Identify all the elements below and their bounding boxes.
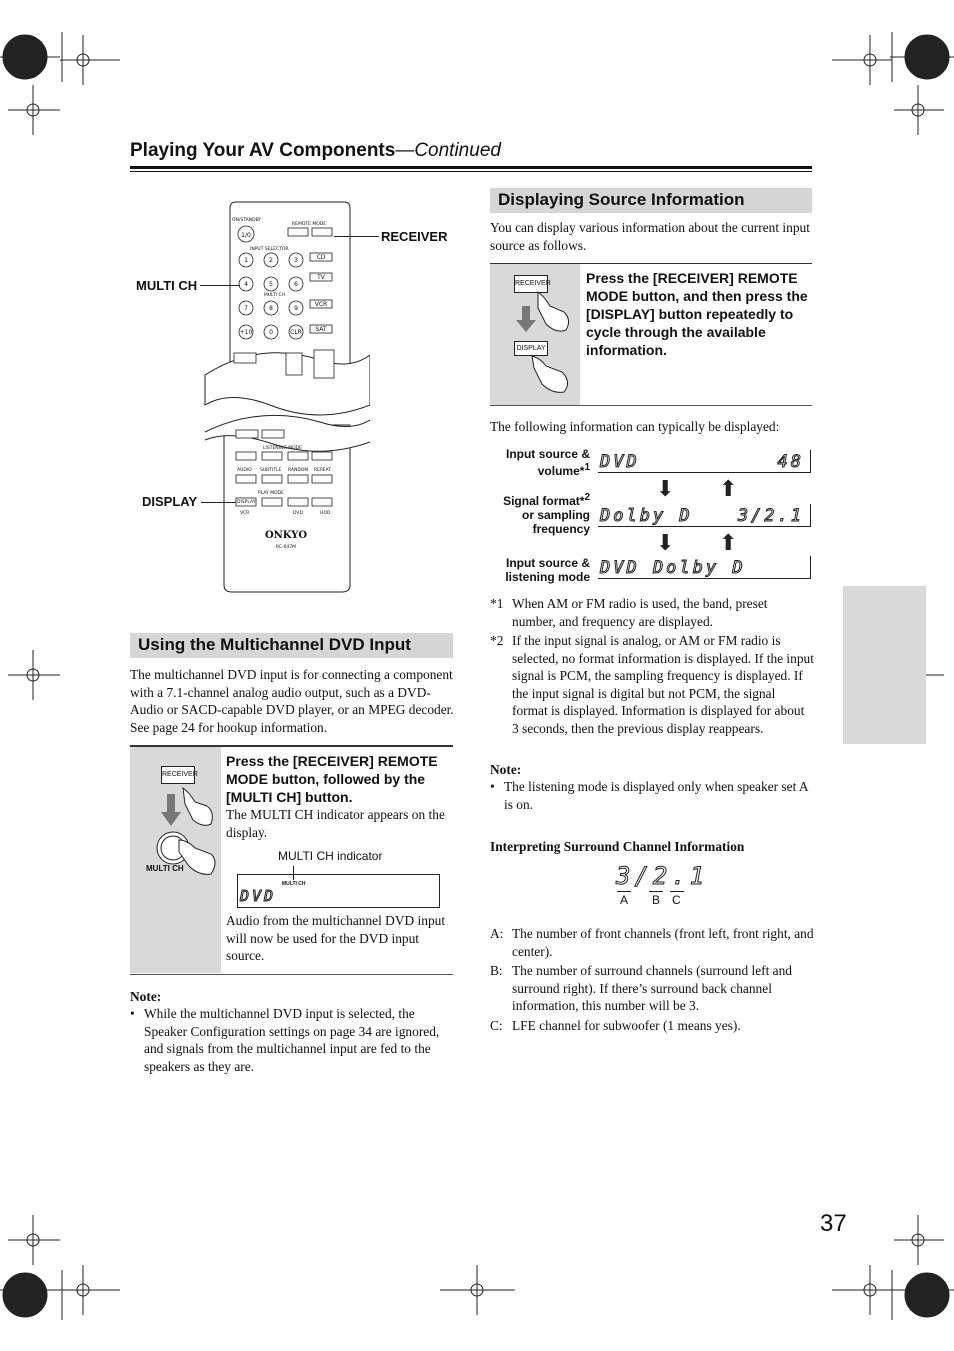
svg-text:VCR: VCR <box>314 301 328 308</box>
display-2-label <box>490 491 590 536</box>
multich-indicator-label: MULTI CH indicator <box>278 849 383 863</box>
svg-text:SAT: SAT <box>315 326 327 333</box>
svg-text:CLR: CLR <box>290 329 302 336</box>
remote-illustration <box>200 200 370 595</box>
callout-receiver-line <box>334 236 379 237</box>
section-heading-multichannel: Using the Multichannel DVD Input <box>130 633 453 658</box>
display-2-label-line2: or sampling <box>521 508 590 522</box>
display-1-label-line2: volume* <box>537 464 585 478</box>
display-2-footnote-mark: 2 <box>584 492 590 503</box>
display-2-label-line1: Signal format* <box>503 494 585 508</box>
svg-text:PLAY MODE: PLAY MODE <box>258 491 284 496</box>
svg-text:SUBTITLE: SUBTITLE <box>260 468 282 473</box>
svg-text:INPUT SELECTOR: INPUT SELECTOR <box>250 247 289 252</box>
svg-text:9: 9 <box>294 305 298 312</box>
interp-item-b-mark: B: <box>490 963 503 978</box>
svg-text:REPEAT: REPEAT <box>314 468 332 473</box>
interp-title: Interpreting Surround Channel Information <box>490 839 745 854</box>
callout-receiver: RECEIVER <box>381 229 448 244</box>
interp-item-c <box>490 1017 814 1035</box>
interp-item-c-mark: C: <box>490 1018 503 1033</box>
arrow-down-icon: ⬇ <box>656 530 675 555</box>
callout-display-line <box>201 502 236 503</box>
lcd-multich-indicator: MULTI CH <box>282 881 306 887</box>
multich-button-label: MULTI CH <box>146 864 184 873</box>
svg-text:6: 6 <box>294 281 298 288</box>
source-info-intro: You can display various information about the current input source as follows. <box>490 220 810 253</box>
display-1-source: DVD <box>600 452 640 472</box>
display-3-label-line1: Input source & <box>505 556 590 570</box>
svg-text:LISTENING MODE: LISTENING MODE <box>263 446 302 451</box>
interp-letter-c: C <box>672 893 681 907</box>
svg-text:MULTI CH: MULTI CH <box>264 293 286 298</box>
right-note-item <box>490 778 814 813</box>
header-rule-thin <box>130 171 812 172</box>
callout-multich-line <box>200 285 240 286</box>
multichannel-intro: The multichannel DVD input is for connecting a component with a 7.1-channel analog audio output, such as a DVD-Audio or SACD-capable DVD player, or an MPEG decoder. See page 24 for hookup information. <box>130 667 454 735</box>
interp-underline-a <box>617 891 631 892</box>
svg-text:TV: TV <box>317 274 325 281</box>
arrow-down-icon: ⬇ <box>656 476 675 501</box>
svg-text:HDD: HDD <box>320 511 331 516</box>
footnote-2 <box>490 632 814 738</box>
footnote-1-mark: *1 <box>490 596 504 611</box>
footnote-2-mark: *2 <box>490 633 504 648</box>
arrow-up-icon: ⬆ <box>719 476 738 501</box>
display-3-lcd <box>598 556 811 579</box>
svg-text:1/0: 1/0 <box>241 232 251 239</box>
display-1-footnote-mark: 1 <box>584 462 590 473</box>
following-info-text: The following information can typically be displayed: <box>490 419 780 434</box>
interp-item-a-mark: A: <box>490 926 504 941</box>
page-title-text: Playing Your AV Components <box>130 140 396 161</box>
receiver-button-icon-2: RECEIVER <box>514 275 548 293</box>
multichannel-step-instruction: Press the [RECEIVER] REMOTE MODE button, followed by the [MULTI CH] button. <box>226 753 438 805</box>
press-hand-icon-2 <box>510 290 580 400</box>
interp-item-a-text: The number of front channels (front left, front right, and center). <box>512 926 814 959</box>
right-note-title: Note: <box>490 762 522 777</box>
interp-underline-c <box>670 891 684 892</box>
svg-text:1: 1 <box>244 257 248 264</box>
side-tab <box>843 586 926 744</box>
multichannel-step-followup: Audio from the multichannel DVD input will now be used for the DVD input source. <box>226 913 446 964</box>
display-1-label-line1: Input source & <box>505 447 590 461</box>
interp-item-b-text: The number of surround channels (surround left and surround right). If there’s surround back channel information, this number will be 3. <box>512 963 793 1014</box>
interp-lcd: 3/2.1 <box>616 862 709 890</box>
footnote-1 <box>490 595 814 630</box>
svg-text:CD: CD <box>316 254 326 261</box>
svg-text:DISPLAY: DISPLAY <box>237 500 256 505</box>
lcd-source-text: DVD <box>240 887 277 905</box>
step2-rule-bottom <box>490 405 812 406</box>
footnote-1-text: When AM or FM radio is used, the band, preset number, and frequency are displayed. <box>512 596 768 629</box>
arrow-up-icon: ⬆ <box>719 530 738 555</box>
display-1-label <box>490 447 590 478</box>
section-heading-source-info: Displaying Source Information <box>490 188 812 213</box>
step-rule-bottom <box>130 974 453 975</box>
svg-text:VCR: VCR <box>240 511 250 516</box>
right-note-text: The listening mode is displayed only when speaker set A is on. <box>504 779 808 812</box>
svg-text:0: 0 <box>269 329 273 336</box>
svg-text:ONKYO: ONKYO <box>264 530 308 541</box>
display-2-lcd <box>598 504 811 527</box>
svg-text:DVD: DVD <box>293 511 303 516</box>
display-1-volume: 48 <box>777 452 804 472</box>
header-rule <box>130 166 812 169</box>
svg-text:RANDOM: RANDOM <box>288 468 309 473</box>
interp-letter-b: B <box>652 893 661 907</box>
display-3-source-mode: DVD Dolby D <box>600 558 746 578</box>
svg-text:AUDIO: AUDIO <box>237 468 252 473</box>
display-3-label <box>490 556 590 584</box>
callout-display: DISPLAY <box>142 494 198 509</box>
multichannel-step-result: The MULTI CH indicator appears on the display. <box>226 807 445 840</box>
display-2-label-line3: frequency <box>532 522 590 536</box>
interp-item-b <box>490 962 814 1015</box>
display-2-channels: 3/2.1 <box>737 506 804 526</box>
page-title <box>130 140 501 162</box>
interp-item-c-text: LFE channel for subwoofer (1 means yes). <box>512 1018 741 1033</box>
svg-text:RC-647M: RC-647M <box>275 545 297 550</box>
svg-text:3: 3 <box>294 257 298 264</box>
left-note-title: Note: <box>130 989 162 1004</box>
multich-lcd-display <box>237 874 440 908</box>
source-info-step-instruction: Press the [RECEIVER] REMOTE MODE button, and then press the [DISPLAY] button repeatedly to cycle through the available information. <box>586 270 808 358</box>
display-1-lcd <box>598 450 811 473</box>
footnote-2-text: If the input signal is analog, or AM or FM radio is selected, no format information is displayed. If the input signal is PCM, the sampling frequency is displayed. If the input signal is digital but not PCM, the signal format is displayed. Information is displayed for about 3 seconds, then the previous display reappears. <box>512 633 814 736</box>
interp-underline-b <box>649 891 663 892</box>
page-title-continued: —Continued <box>395 140 501 161</box>
interp-letter-a: A <box>620 893 629 907</box>
svg-text:+10: +10 <box>239 329 253 336</box>
interp-item-a <box>490 925 814 960</box>
display-button-icon: DISPLAY <box>514 341 548 356</box>
display-3-label-line2: listening mode <box>505 570 590 584</box>
callout-multich: MULTI CH <box>136 278 198 293</box>
svg-text:5: 5 <box>269 281 273 288</box>
bullet: • <box>130 1006 135 1021</box>
left-note-text: While the multichannel DVD input is selected, the Speaker Configuration settings on page 34 are ignored, and signals from the multichannel input are fed to the speakers as they are. <box>144 1006 440 1074</box>
left-note-item <box>130 1005 452 1075</box>
page-number: 37 <box>820 1210 847 1237</box>
svg-text:7: 7 <box>244 305 248 312</box>
svg-text:4: 4 <box>244 281 248 288</box>
display-2-format: Dolby D <box>600 506 693 526</box>
receiver-button-icon: RECEIVER <box>161 766 195 784</box>
bullet: • <box>490 779 495 794</box>
svg-text:ON/STANDBY: ON/STANDBY <box>232 218 262 223</box>
svg-text:REMOTE MODE: REMOTE MODE <box>292 222 327 227</box>
svg-text:8: 8 <box>269 305 273 312</box>
svg-text:2: 2 <box>269 257 273 264</box>
